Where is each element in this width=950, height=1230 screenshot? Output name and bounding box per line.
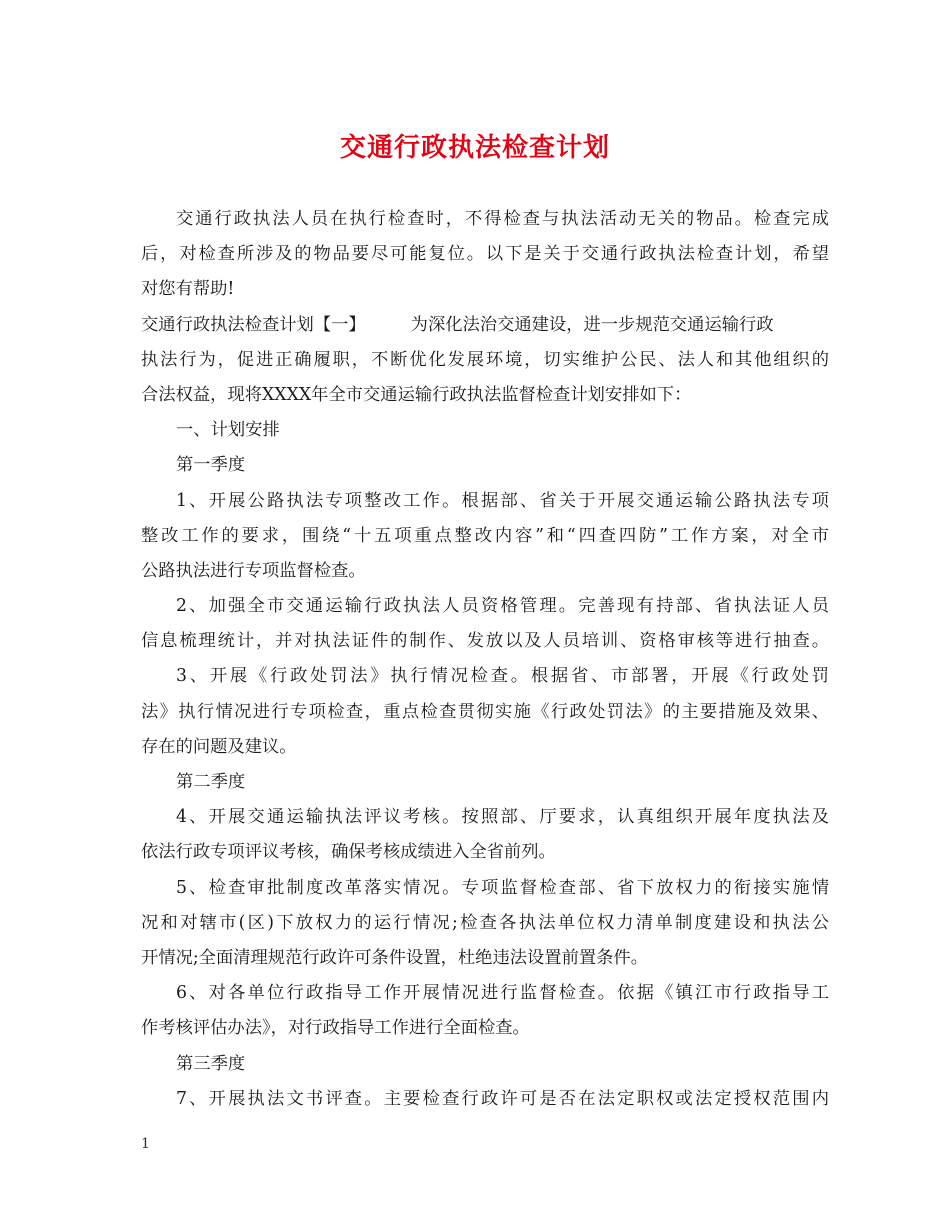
paragraph-line: 1、开展公路执法专项整改工作。根据部、省关于开展交通运输公路执法专项 <box>176 490 829 511</box>
paragraph-line <box>141 308 829 343</box>
paragraph-line: 开情况;全面清理规范行政许可条件设置，杜绝违法设置前置条件。 <box>141 947 648 968</box>
paragraph-line: 存在的问题及建议。 <box>141 736 297 757</box>
page-number: 1 <box>141 1136 150 1152</box>
quarter-heading: 第二季度 <box>176 772 246 792</box>
paragraph-text: 为深化法治交通建设，进一步规范交通运输行政 <box>410 314 774 335</box>
section-heading: 一、计划安排 <box>176 420 280 441</box>
paragraph-line: 7、开展执法文书评查。主要检查行政许可是否在法定职权或法定授权范围内 <box>176 1088 829 1109</box>
paragraph-line: 6、对各单位行政指导工作开展情况进行监督检查。依据《镇江市行政指导工 <box>176 983 829 1004</box>
document-body <box>141 202 829 1117</box>
paragraph-line: 依法行政专项评议考核，确保考核成绩进入全省前列。 <box>141 842 556 863</box>
paragraph-line: 况和对辖市(区)下放权力的运行情况;检查各执法单位权力清单制度建设和执法公 <box>141 912 829 933</box>
document-title: 交通行政执法检查计划 <box>339 133 610 163</box>
paragraph-line: 后，对检查所涉及的物品要尽可能复位。以下是关于交通行政执法检查计划，希望 <box>141 244 829 265</box>
paragraph-line: 5、检查审批制度改革落实情况。专项监督检查部、省下放权力的衔接实施情 <box>176 877 829 898</box>
section-heading: 交通行政执法检查计划【一】 <box>141 314 366 335</box>
quarter-heading: 第一季度 <box>176 455 246 476</box>
paragraph-line: 合法权益，现将XXXX年全市交通运输行政执法监督检查计划安排如下： <box>141 384 692 405</box>
paragraph-line: 作考核评估办法》，对行政指导工作进行全面检查。 <box>141 1018 530 1039</box>
paragraph-line: 交通行政执法人员在执行检查时，不得检查与执法活动无关的物品。检查完成 <box>176 209 829 229</box>
paragraph-line: 法》执行情况进行专项检查，重点检查贯彻实施《行政处罚法》的主要措施及效果、 <box>141 701 829 722</box>
paragraph-line: 整改工作的要求，围绕“十五项重点整改内容”和“四查四防”工作方案，对全市 <box>141 525 829 546</box>
paragraph-line: 执法行为，促进正确履职，不断优化发展环境，切实维护公民、法人和其他组织的 <box>141 349 829 370</box>
paragraph-line: 2、加强全市交通运输行政执法人员资格管理。完善现有持部、省执法证人员 <box>176 596 829 617</box>
paragraph-line: 4、开展交通运输执法评议考核。按照部、厅要求，认真组织开展年度执法及 <box>176 807 829 828</box>
paragraph-line: 公路执法进行专项监督检查。 <box>141 560 366 581</box>
paragraph-line: 信息梳理统计，并对执法证件的制作、发放以及人员培训、资格审核等进行抽查。 <box>141 631 829 652</box>
quarter-heading: 第三季度 <box>176 1053 246 1074</box>
paragraph-line: 3、开展《行政处罚法》执行情况检查。根据省、市部署，开展《行政处罚 <box>176 666 829 687</box>
paragraph-line: 对您有帮助! <box>141 279 235 300</box>
